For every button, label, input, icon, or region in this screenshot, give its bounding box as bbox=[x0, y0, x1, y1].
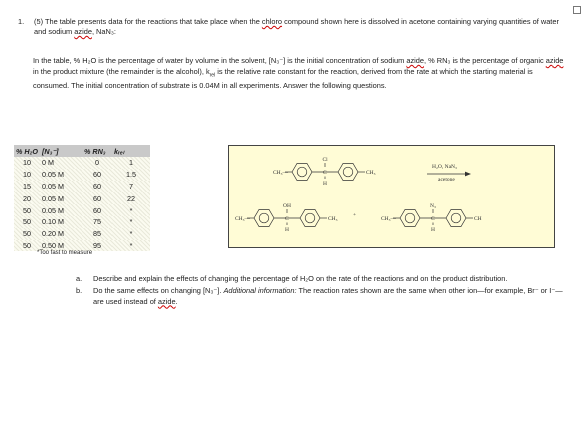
table-cell: 75 bbox=[82, 216, 112, 228]
reagents-label: H₂O, NaN₃ bbox=[432, 164, 457, 170]
table-row bbox=[14, 192, 150, 204]
table-header-row bbox=[14, 145, 150, 157]
solvent-label: acetone bbox=[438, 177, 455, 183]
table-cell: 0 bbox=[82, 157, 112, 169]
table-cell: 1 bbox=[112, 157, 150, 169]
table-row bbox=[14, 204, 150, 216]
corner-checkbox[interactable] bbox=[573, 6, 581, 14]
table-cell: 10 bbox=[14, 169, 40, 181]
table-cell: 0.05 M bbox=[40, 192, 82, 204]
azide-label: N₃ bbox=[430, 203, 436, 209]
hydrogen-label: H bbox=[323, 181, 327, 187]
table-row bbox=[14, 169, 150, 181]
table-cell: 22 bbox=[112, 192, 150, 204]
hydroxyl-label: OH bbox=[283, 203, 291, 209]
header-percent-water: % H₂O bbox=[14, 145, 40, 157]
table-cell: * bbox=[112, 204, 150, 216]
table-cell: 10 bbox=[14, 157, 40, 169]
table-cell: 0.10 M bbox=[40, 216, 82, 228]
table-cell: 50 bbox=[14, 204, 40, 216]
header-krel: kᵣₑₗ bbox=[112, 145, 150, 157]
table-cell: 60 bbox=[82, 181, 112, 193]
table-cell: 0.20 M bbox=[40, 228, 82, 240]
list-item bbox=[76, 274, 566, 284]
methyl-label: CH₃ bbox=[328, 216, 338, 222]
header-percent-rn3: % RN₃ bbox=[82, 145, 112, 157]
question-items bbox=[76, 274, 566, 309]
table-cell: * bbox=[112, 228, 150, 240]
misspelled-word: azide bbox=[406, 56, 425, 65]
question-number: 1. bbox=[18, 17, 25, 26]
table-cell: 50 bbox=[14, 240, 40, 252]
methyl-label: CH₃— bbox=[273, 170, 289, 176]
table-cell: 50 bbox=[14, 228, 40, 240]
table-cell: 60 bbox=[82, 169, 112, 181]
question-intro-text: (5) The table presents data for the reactions that take place when the chloro compound shown here is dissolved in acetone containing varying quantities of water and sodium azide, NaN₃: bbox=[34, 17, 559, 36]
plus-sign: + bbox=[353, 212, 357, 218]
item-label: b. bbox=[76, 286, 83, 296]
misspelled-word: azide bbox=[545, 56, 564, 65]
hydrogen-label: H bbox=[285, 227, 289, 233]
table-row bbox=[14, 228, 150, 240]
list-item bbox=[76, 286, 566, 307]
table-cell: 15 bbox=[14, 181, 40, 193]
description-paragraph: In the table, % H₂O is the percentage of water by volume in the solvent, [N₃⁻] is the initial concentration of sodium azide, % RN₃ is the percentage of organic azide in the product mixture (the remainder is the alcohol), $k_{rel}$ is the relative rate constant for the reaction, derived from the rate at which the starting material is consumed. The initial concentration of substrate is 0.04M in all experiments. Answer the following questions. bbox=[33, 56, 564, 90]
table-cell: 0 M bbox=[40, 157, 82, 169]
table-cell: 0.05 M bbox=[40, 204, 82, 216]
header-azide-concentration: [N₃⁻] bbox=[40, 145, 82, 157]
data-table bbox=[14, 145, 150, 251]
misspelled-word: azide bbox=[157, 296, 176, 306]
table-cell: 95 bbox=[82, 240, 112, 252]
table-cell: 60 bbox=[82, 192, 112, 204]
table-row bbox=[14, 157, 150, 169]
misspelled-word: azide bbox=[74, 27, 92, 36]
item-label: a. bbox=[76, 274, 83, 283]
chloro-label: Cl bbox=[322, 157, 328, 163]
table-row bbox=[14, 216, 150, 228]
table-cell: 85 bbox=[82, 228, 112, 240]
methyl-label: CH₃ bbox=[366, 170, 376, 176]
reaction-scheme bbox=[228, 145, 555, 248]
carbon-label: C bbox=[431, 216, 435, 222]
table-cell: 0.05 M bbox=[40, 169, 82, 181]
table-cell: 7 bbox=[112, 181, 150, 193]
table-cell: 0.50 M bbox=[40, 240, 82, 252]
table-footnote: *Too fast to measure bbox=[37, 250, 93, 256]
table-cell: * bbox=[112, 216, 150, 228]
methyl-label: CH₃— bbox=[381, 216, 397, 222]
methyl-label: CH₃— bbox=[235, 216, 251, 222]
table-row bbox=[14, 181, 150, 193]
carbon-label: C bbox=[285, 216, 289, 222]
hydrogen-label: H bbox=[431, 227, 435, 233]
table-cell: 20 bbox=[14, 192, 40, 204]
reaction-scheme-drawing bbox=[229, 146, 554, 247]
item-text: Do the same effects on changing [N₃⁻]. Additional information: The reaction rates shown are the same when other ion—for example, Br⁻ or I⁻—are used instead of azide. bbox=[93, 286, 563, 306]
table-cell: 0.05 M bbox=[40, 181, 82, 193]
table-cell: 50 bbox=[14, 216, 40, 228]
table-cell: 1.5 bbox=[112, 169, 150, 181]
question-intro bbox=[18, 17, 566, 37]
misspelled-word: chloro bbox=[261, 17, 283, 26]
methine-label: CH bbox=[474, 216, 482, 222]
table-cell: * bbox=[112, 240, 150, 252]
carbon-label: C bbox=[323, 170, 327, 176]
item-text: Describe and explain the effects of changing the percentage of H₂O on the rate of the reactions and on the product distribution. bbox=[93, 274, 508, 283]
reaction-arrowhead bbox=[465, 172, 471, 177]
table-cell: 60 bbox=[82, 204, 112, 216]
